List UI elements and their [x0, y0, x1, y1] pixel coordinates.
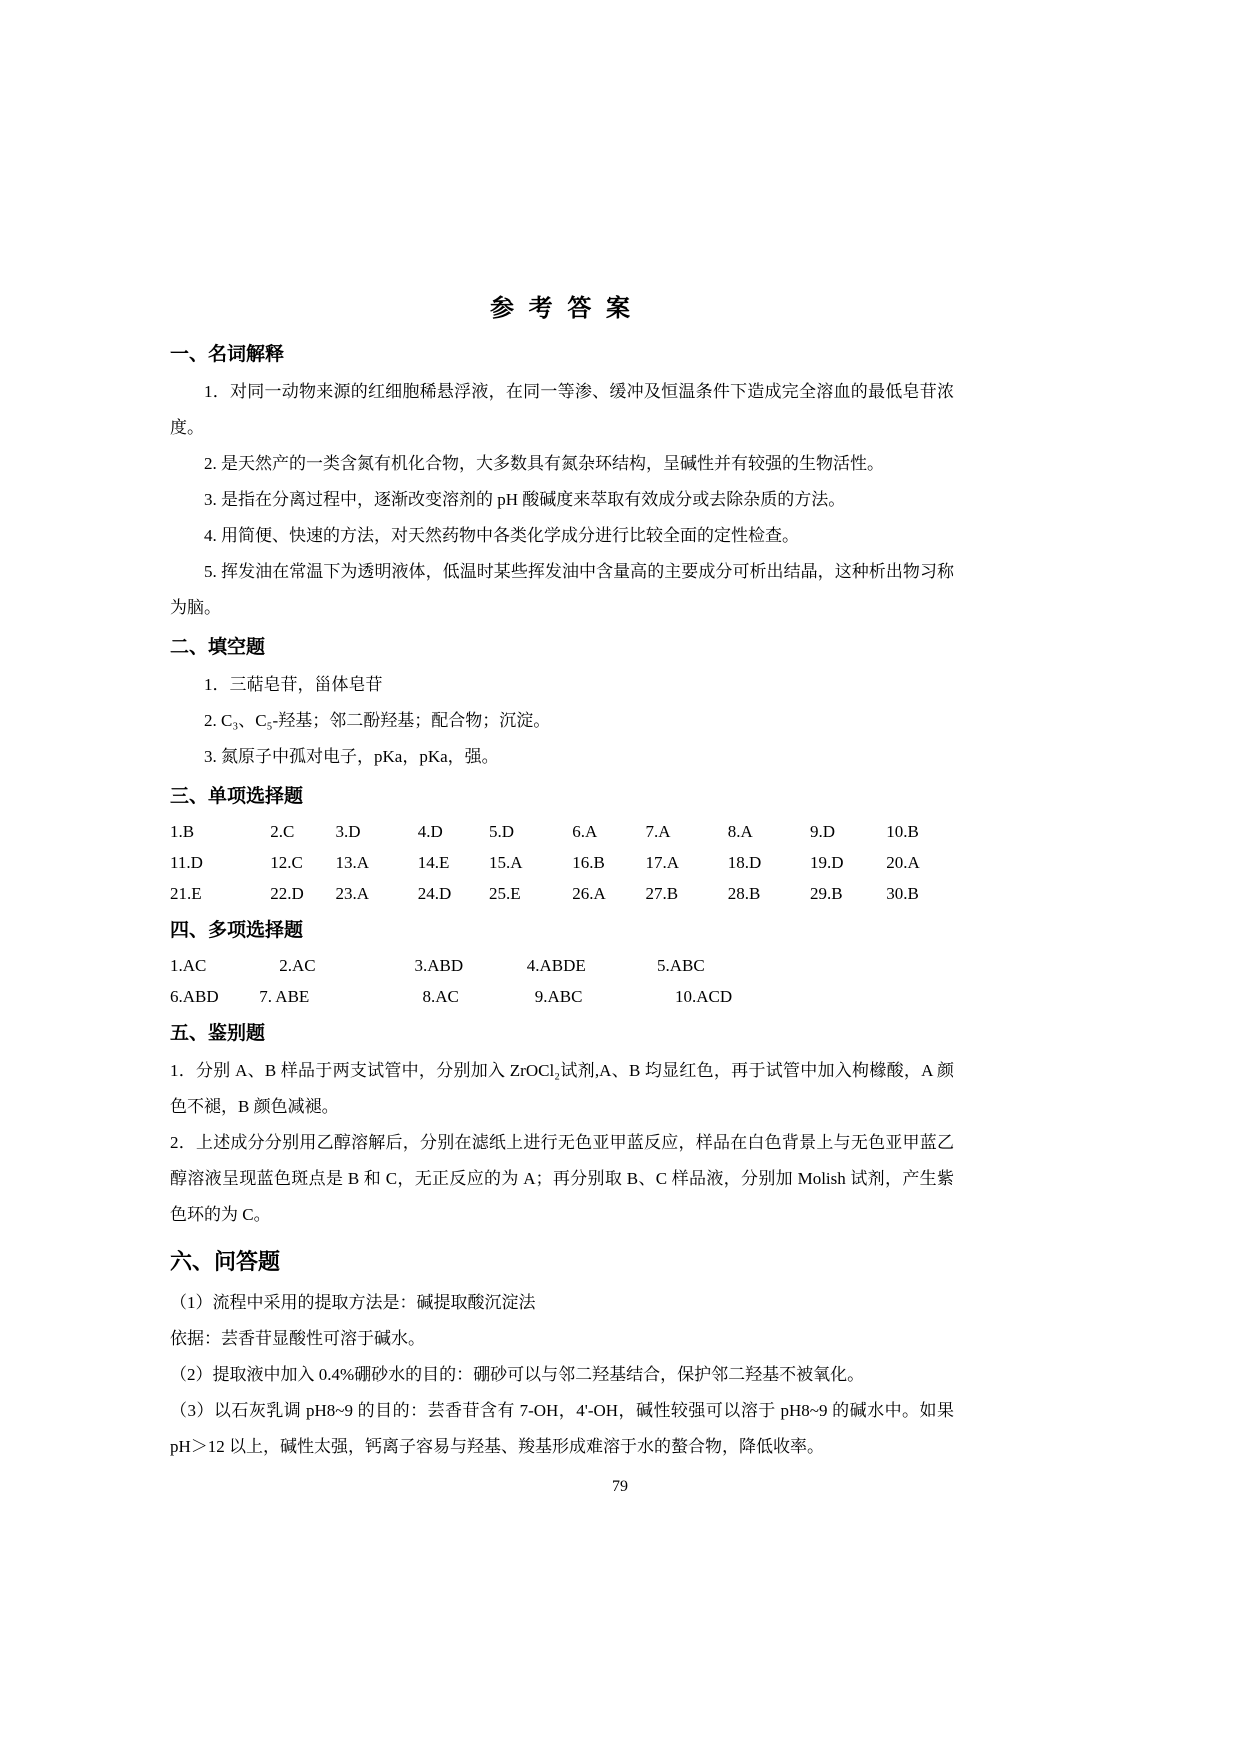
answer-item: 26.A	[572, 884, 606, 903]
answer-item: 24.D	[417, 884, 452, 903]
answer-item: 4.ABDE	[526, 956, 586, 975]
answer-item: 3.D	[335, 822, 361, 841]
page-title: 参 考 答 案	[489, 295, 634, 322]
answer-item: 15.A	[489, 853, 523, 872]
blank-answer-1: 1．三萜皂苷，甾体皂苷	[204, 675, 383, 694]
answer-item: 11.D	[170, 853, 203, 872]
answer-item: 28.B	[727, 884, 761, 903]
answer-item: 12.C	[270, 853, 303, 872]
answer-item: 3.ABD	[414, 956, 464, 975]
single-choice-answer-row-2	[170, 847, 954, 878]
answer-item: 5.D	[489, 822, 515, 841]
answer-item: 16.B	[572, 853, 605, 872]
multi-choice-answer-row-2	[170, 981, 954, 1012]
essay-answer-3: （3）以石灰乳调 pH8~9 的目的：芸香苷含有 7-OH，4'-OH，碱性较强可以溶于 pH8~9 的碱水中。如果 pH＞12 以上，碱性太强，钙离子容易与羟基、羧基形成难溶于水的螯合物，降低收率。	[170, 1401, 954, 1456]
section-heading-noun-explanation: 一、名词解释	[170, 344, 285, 365]
noun-answer-2: 2. 是天然产的一类含氮有机化合物，大多数具有氮杂环结构，呈碱性并有较强的生物活性。	[204, 454, 884, 473]
answer-item: 1.AC	[170, 956, 207, 975]
answer-item: 1.B	[170, 822, 195, 841]
noun-answer-4: 4. 用简便、快速的方法，对天然药物中各类化学成分进行比较全面的定性检查。	[204, 526, 799, 545]
answer-item: 7. ABE	[259, 987, 310, 1006]
essay-answer-1: （1）流程中采用的提取方法是：碱提取酸沉淀法	[170, 1293, 536, 1312]
page-number: 79	[612, 1478, 628, 1495]
answer-item: 8.A	[727, 822, 753, 841]
answer-item: 29.B	[810, 884, 843, 903]
answer-item: 13.A	[335, 853, 370, 872]
identification-answer-1: 1．分别 A、B 样品于两支试管中，分别加入 ZrOCl₂试剂,A、B 均显红色，再于试管中加入枸橼酸，A 颜色不褪，B 颜色减褪。	[170, 1061, 954, 1116]
answer-item: 6.ABD	[170, 987, 219, 1006]
answer-item: 21.E	[170, 884, 202, 903]
answer-item: 8.AC	[422, 987, 459, 1006]
answer-item: 14.E	[417, 853, 450, 872]
answer-item: 9.D	[810, 822, 836, 841]
answer-item: 23.A	[335, 884, 370, 903]
answer-item: 10.B	[886, 822, 919, 841]
section-heading-essay: 六、问答题	[170, 1249, 281, 1274]
single-choice-answer-row-3	[170, 878, 954, 909]
answer-item: 19.D	[810, 853, 844, 872]
essay-answer-basis: 依据：芸香苷显酸性可溶于碱水。	[170, 1329, 425, 1348]
answer-item: 9.ABC	[534, 987, 583, 1006]
answer-item: 2.C	[270, 822, 295, 841]
answer-item: 30.B	[886, 884, 919, 903]
section-heading-fill-blank: 二、填空题	[170, 637, 266, 658]
document-content	[170, 292, 954, 1465]
section-heading-single-choice: 三、单项选择题	[170, 786, 304, 807]
answer-item: 17.A	[645, 853, 680, 872]
noun-answer-3: 3. 是指在分离过程中，逐渐改变溶剂的 pH 酸碱度来萃取有效成分或去除杂质的方法。	[204, 490, 846, 509]
essay-answer-2: （2）提取液中加入 0.4%硼砂水的目的：硼砂可以与邻二羟基结合，保护邻二羟基不被氧化。	[170, 1365, 865, 1384]
section-heading-multi-choice: 四、多项选择题	[170, 920, 304, 941]
noun-answer-1: 1．对同一动物来源的红细胞稀悬浮液，在同一等渗、缓冲及恒温条件下造成完全溶血的最低皂苷浓度。	[170, 382, 954, 437]
answer-item: 27.B	[645, 884, 679, 903]
noun-answer-5: 5. 挥发油在常温下为透明液体，低温时某些挥发油中含量高的主要成分可析出结晶，这种析出物习称为脑。	[170, 562, 954, 617]
answer-item: 20.A	[886, 853, 920, 872]
answer-item: 22.D	[270, 884, 304, 903]
answer-item: 5.ABC	[657, 956, 705, 975]
answer-item: 4.D	[417, 822, 443, 841]
answer-item: 7.A	[645, 822, 671, 841]
multi-choice-answer-row-1	[170, 950, 954, 981]
blank-answer-3: 3. 氮原子中孤对电子，pKa，pKa，强。	[204, 747, 499, 766]
single-choice-answer-row-1	[170, 816, 954, 847]
answer-item: 2.AC	[279, 956, 316, 975]
section-heading-identification: 五、鉴别题	[170, 1023, 266, 1044]
answer-item: 18.D	[727, 853, 762, 872]
answer-item: 6.A	[572, 822, 598, 841]
blank-answer-2: 2. C₃、C₅-羟基；邻二酚羟基；配合物；沉淀。	[204, 711, 551, 730]
answer-item: 10.ACD	[675, 987, 733, 1006]
answer-item: 25.E	[489, 884, 521, 903]
identification-answer-2: 2．上述成分分别用乙醇溶解后，分别在滤纸上进行无色亚甲蓝反应，样品在白色背景上与无色亚甲蓝乙醇溶液呈现蓝色斑点是 B 和 C，无正反应的为 A；再分别取 B、C 样品液，分别加 Molish 试剂，产生紫色环的为 C。	[170, 1133, 954, 1224]
